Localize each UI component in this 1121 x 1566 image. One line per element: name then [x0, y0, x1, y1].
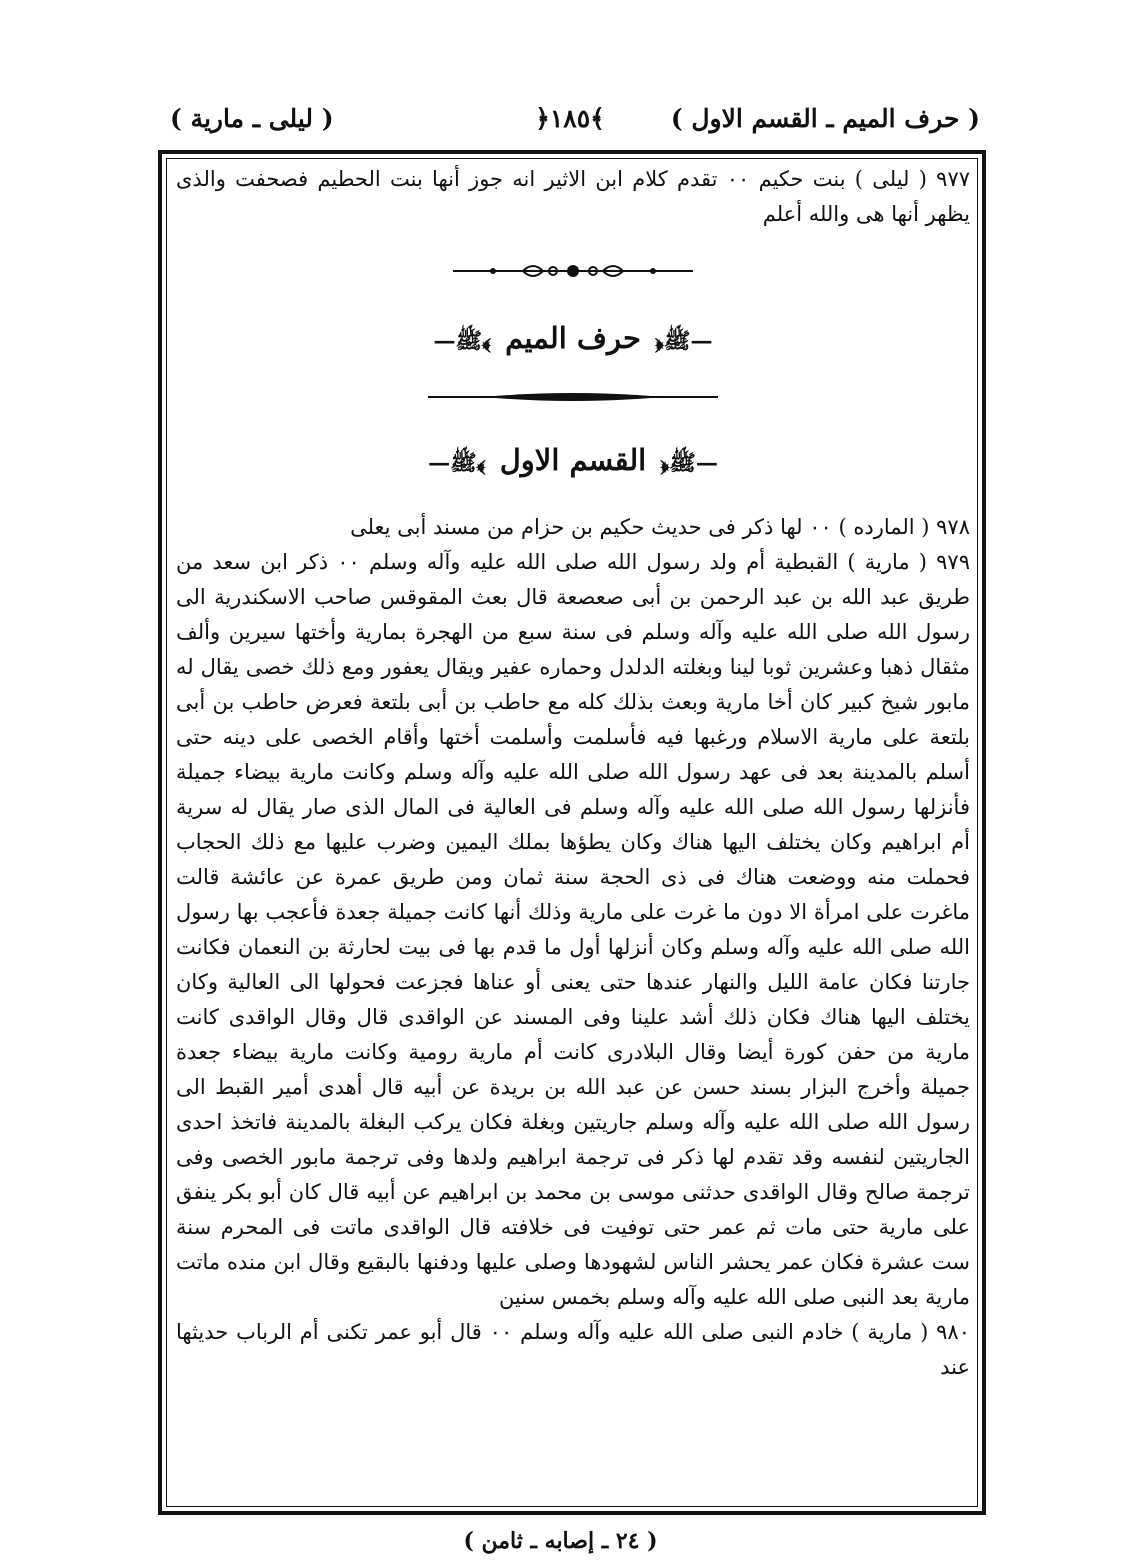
flourish-icon: ﴾ﷺ— [433, 328, 492, 354]
header-section-title: ( حرف الميم ـ القسم الاول ) [670, 104, 980, 133]
ornament-divider-2 [423, 388, 723, 406]
signature-footer: ( ٢٤ ـ إصابه ـ ثامن ) [463, 1528, 658, 1554]
flourish-icon: ﴾ﷺ— [428, 450, 486, 476]
entry-980: ٩٨٠ ( مارية ) خادم النبى صلى الله عليه وآله وسلم ٠٠ قال أبو عمر تكنى أم الرباب حديثها عند [176, 1320, 970, 1379]
section-heading-harf-al-mim: —ﷺ﴿حرف الميم﴾ﷺ— [433, 321, 713, 355]
section-heading-al-qism-al-awwal: —ﷺ﴿القسم الاول﴾ﷺ— [428, 443, 718, 477]
running-header [160, 104, 980, 144]
flourish-icon: —ﷺ﴿ [654, 328, 713, 354]
header-entry-range: ( ليلى ـ مارية ) [170, 104, 334, 133]
flourish-icon: —ﷺ﴿ [660, 450, 718, 476]
entry-977: ٩٧٧ ( ليلى ) بنت حكيم ٠٠ تقدم كلام ابن الاثير انه جوز أنها بنت الحطيم فصحفت والذى يظهر أنها هى والله أعلم [176, 167, 971, 226]
page-body [176, 162, 970, 1504]
ornament-divider-1 [443, 258, 703, 284]
entry-978: ٩٧٨ ( المارده ) ٠٠ لها ذكر فى حديث حكيم بن حزام من مسند أبى يعلى [350, 515, 970, 539]
entry-979: ٩٧٩ ( مارية ) القبطية أم ولد رسول الله صلى الله عليه وآله وسلم ٠٠ ذكر ابن سعد من طريق عبد الله بن عبد الرحمن بن أبى صعصعة قال بعث المقوقس صاحب الاسكندرية الى رسول الله صلى الله عليه وآله وسلم فى سنة سبع من الهجرة بمارية وأختها سيرين وألف مثقال ذهبا وعشرين ثوبا لينا وبغلته الدلدل وحماره عفير ويقال يعفور ومع ذلك خصى يقال له مابور شيخ كبير كان أخا مارية وبعث بذلك كله مع حاطب بن أبى بلتعة فعرض حاطب بن أبى بلتعة على مارية الاسلام ورغبها فيه فأسلمت وأسلمت أختها وأقام الخصى على دينه حتى أسلم بالمدينة بعد فى عهد رسول الله صلى الله عليه وآله وسلم وكانت مارية بيضاء جميلة فأنزلها رسول الله صلى الله عليه وآله وسلم فى العالية فى المال الذى صار يقال له سرية أم ابراهيم وكان يختلف اليها هناك وكان يطؤها بملك اليمين وضرب عليها مع ذلك الحجاب فحملت منه ووضعت هناك فى ذى الحجة سنة ثمان ومن طريق عمرة عن عائشة قالت ماغرت على امرأة الا دون ما غرت على مارية وذلك أنها كانت جميلة جعدة فأعجب بها رسول الله صلى الله عليه وآله وسلم وكان أنزلها أول ما قدم بها فى بيت لحارثة بن النعمان فكانت جارتنا فكان عامة الليل والنهار عندها حتى يعنى أو عناها فجزعت فحولها الى العالية وكان يختلف اليها هناك فكان ذلك أشد علينا وفى المسند عن الواقدى قال وقال الواقدى كانت مارية من حفن كورة أيضا وقال البلادرى كانت أم مارية رومية وكانت مارية بيضاء جعدة جميلة وأخرج البزار بسند حسن عن عبد الله بن بريدة عن أبيه قال أهدى أمير القبط الى رسول الله صلى الله عليه وآله وسلم جاريتين وبغلة فكان يركب البغلة بالمدينة فاتخذ احدى الجاريتين لنفسه وقد تقدم لها ذكر فى ترجمة ابراهيم ولدها وفى ترجمة مابور الخصى وفى ترجمة صالح وقال الواقدى حدثنى موسى بن محمد بن ابراهيم عن أبيه قال كان أبو بكر ينفق على مارية حتى مات ثم عمر حتى توفيت فى خلافته قال الواقدى ماتت فى المحرم سنة ست عشرة فكان عمر يحشر الناس لشهودها وصلى عليها ودفنها بالبقيع وقال ابن منده ماتت مارية بعد النبى صلى الله عليه وآله وسلم بخمس سنين [176, 550, 970, 1309]
page-number: ﴿١٨٥﴾ [535, 104, 605, 133]
